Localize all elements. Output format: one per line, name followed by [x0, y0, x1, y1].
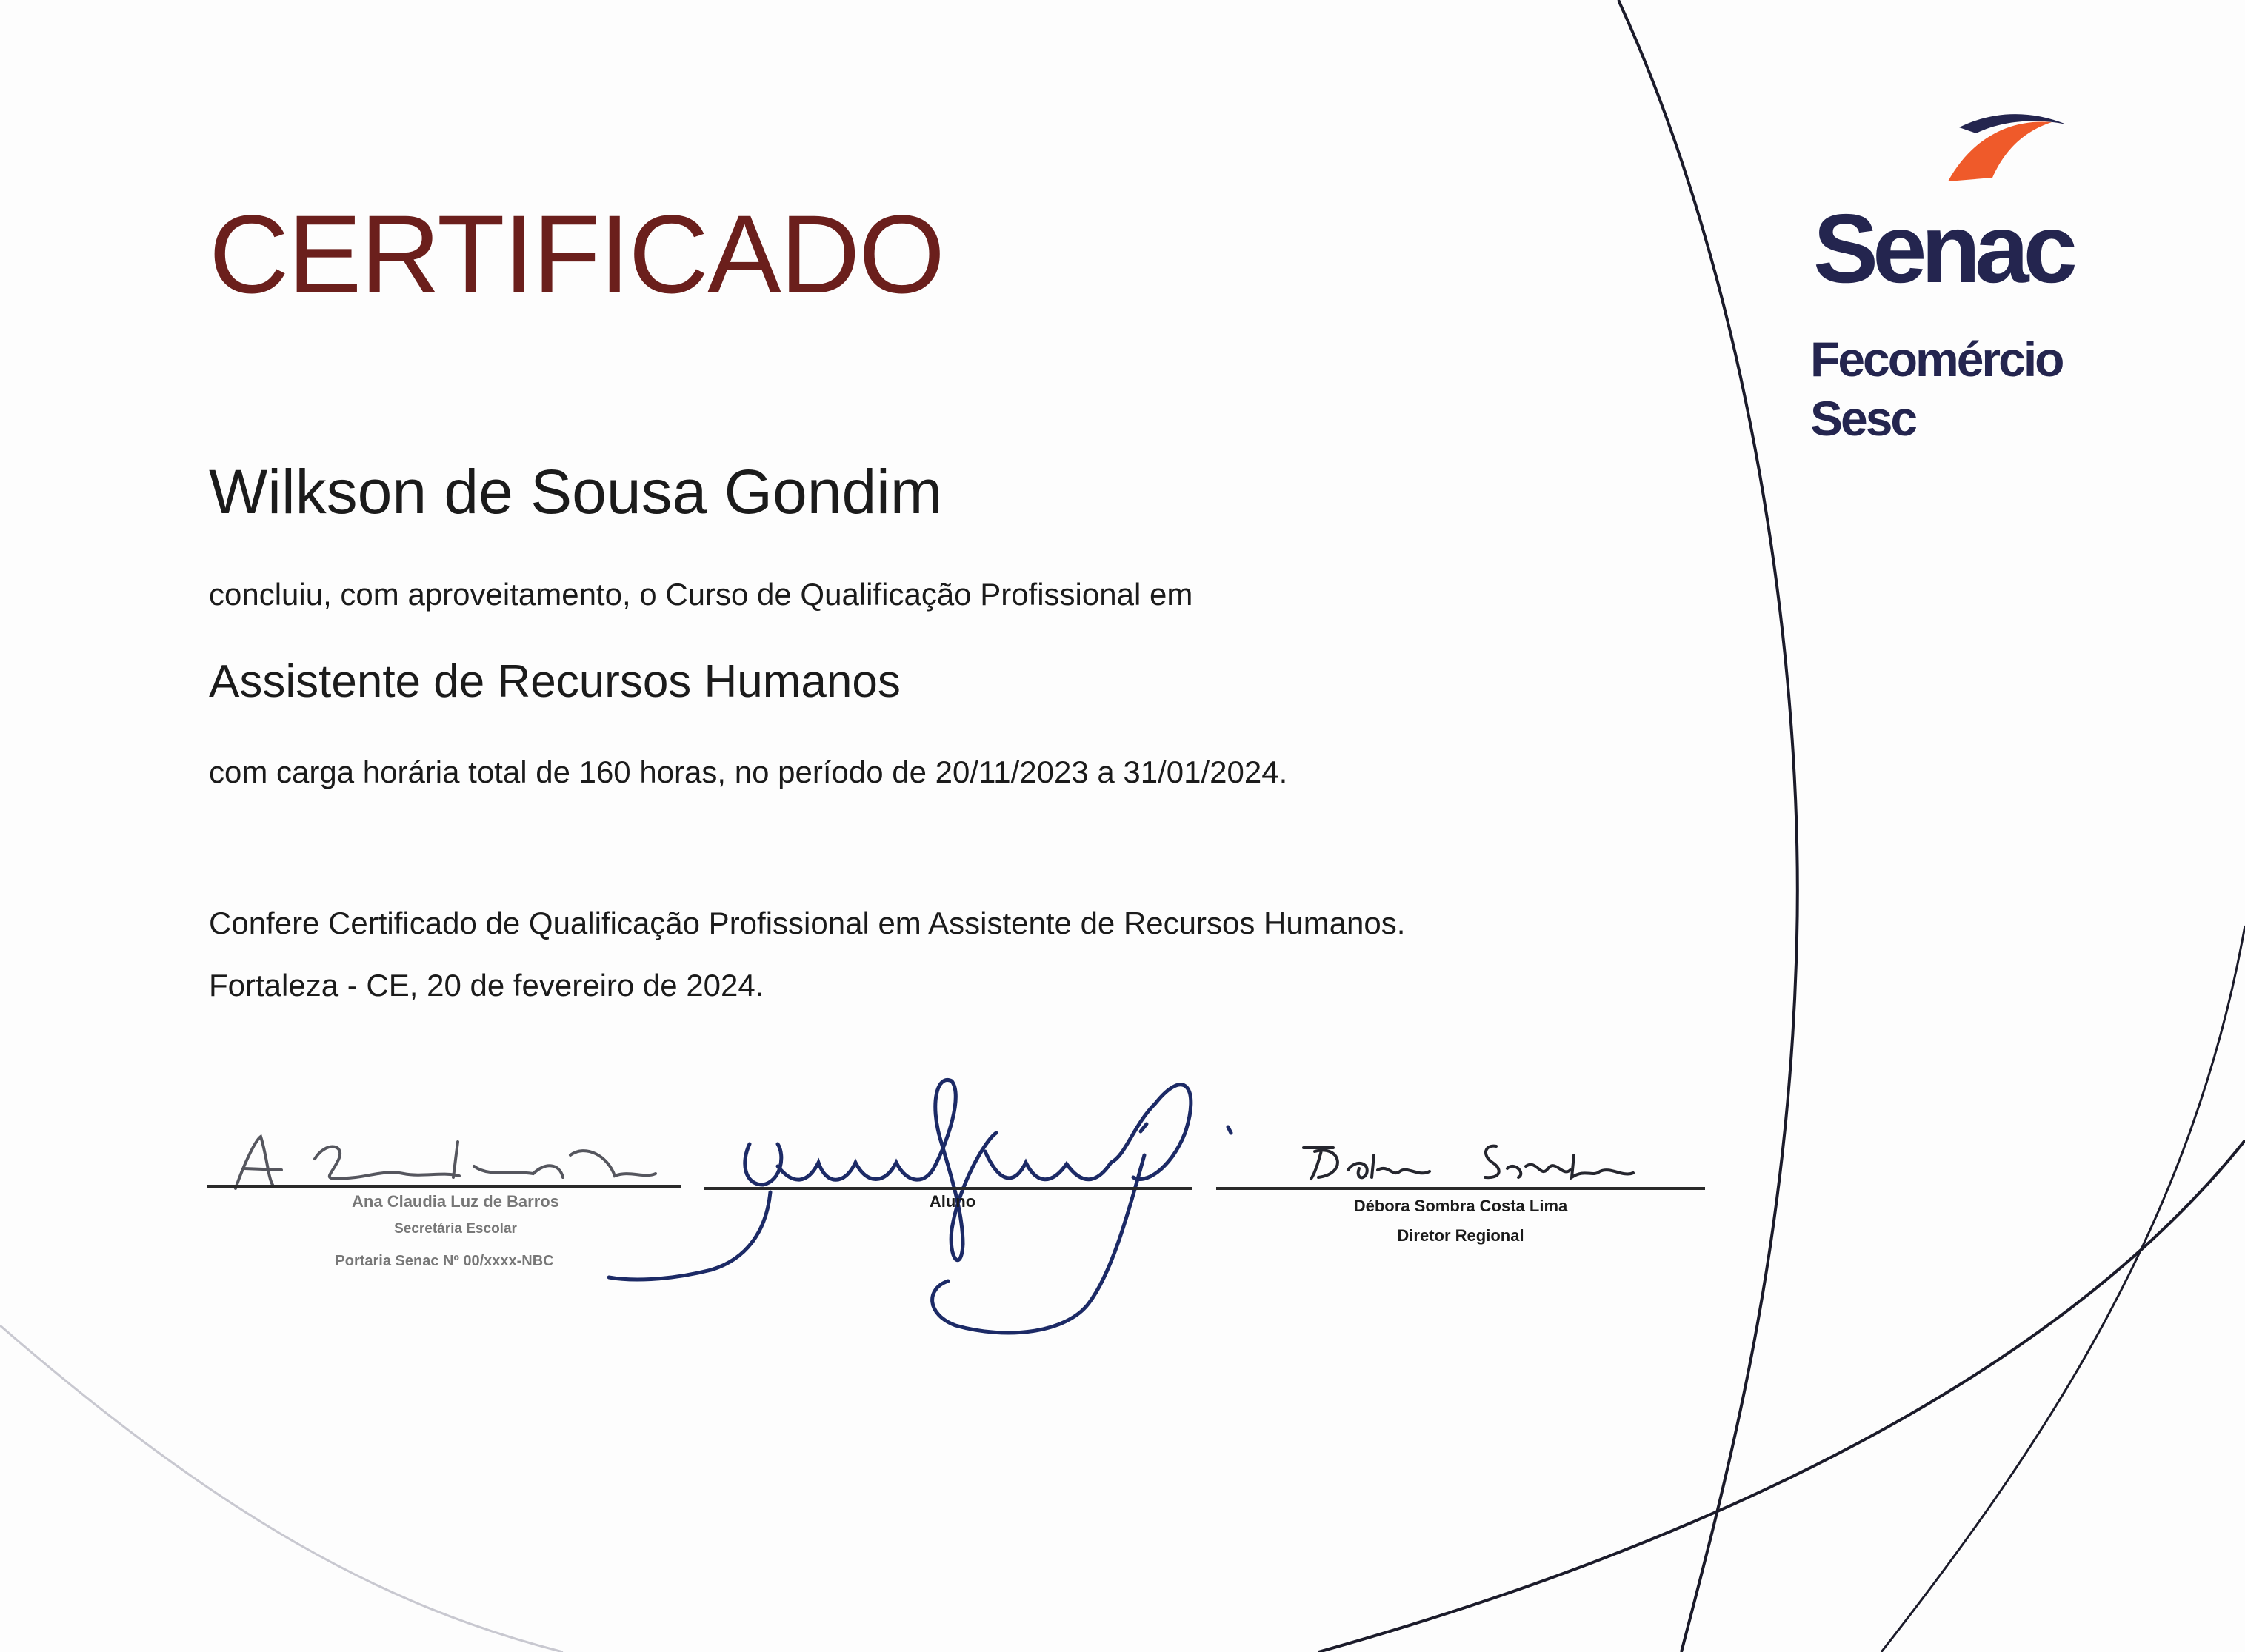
confer-text: Confere Certificado de Qualificação Profissional em Assistente de Recursos Humanos.	[209, 906, 1406, 940]
right-signatory-name: Débora Sombra Costa Lima	[1353, 1197, 1568, 1215]
center-signature-line	[704, 1187, 1192, 1190]
fecomercio-logo-text: Fecomércio	[1810, 332, 2063, 387]
right-signature-line	[1216, 1187, 1705, 1190]
left-signatory-role: Secretária Escolar	[394, 1221, 517, 1237]
recipient-name: Wilkson de Sousa Gondim	[209, 457, 942, 526]
hours-period-text: com carga horária total de 160 horas, no período de 20/11/2023 a 31/01/2024.	[209, 755, 1288, 789]
left-signatory-name: Ana Claudia Luz de Barros	[352, 1192, 559, 1211]
director-signature	[1304, 1146, 1633, 1179]
left-signature-line	[207, 1185, 681, 1188]
place-date: Fortaleza - CE, 20 de fevereiro de 2024.	[209, 968, 764, 1003]
student-label: Aluno	[929, 1192, 976, 1211]
left-signatory-portaria: Portaria Senac Nº 00/xxxx-NBC	[335, 1253, 554, 1269]
completion-text: concluiu, com aproveitamento, o Curso de Qualificação Profissional em	[209, 577, 1193, 612]
certificate-title: CERTIFICADO	[209, 192, 944, 316]
course-name: Assistente de Recursos Humanos	[209, 656, 901, 707]
sesc-logo-text: Sesc	[1810, 391, 1916, 446]
left-signature-scribble	[236, 1137, 656, 1188]
right-signatory-role: Diretor Regional	[1397, 1226, 1524, 1245]
senac-logo-text: Senac	[1813, 194, 2072, 303]
